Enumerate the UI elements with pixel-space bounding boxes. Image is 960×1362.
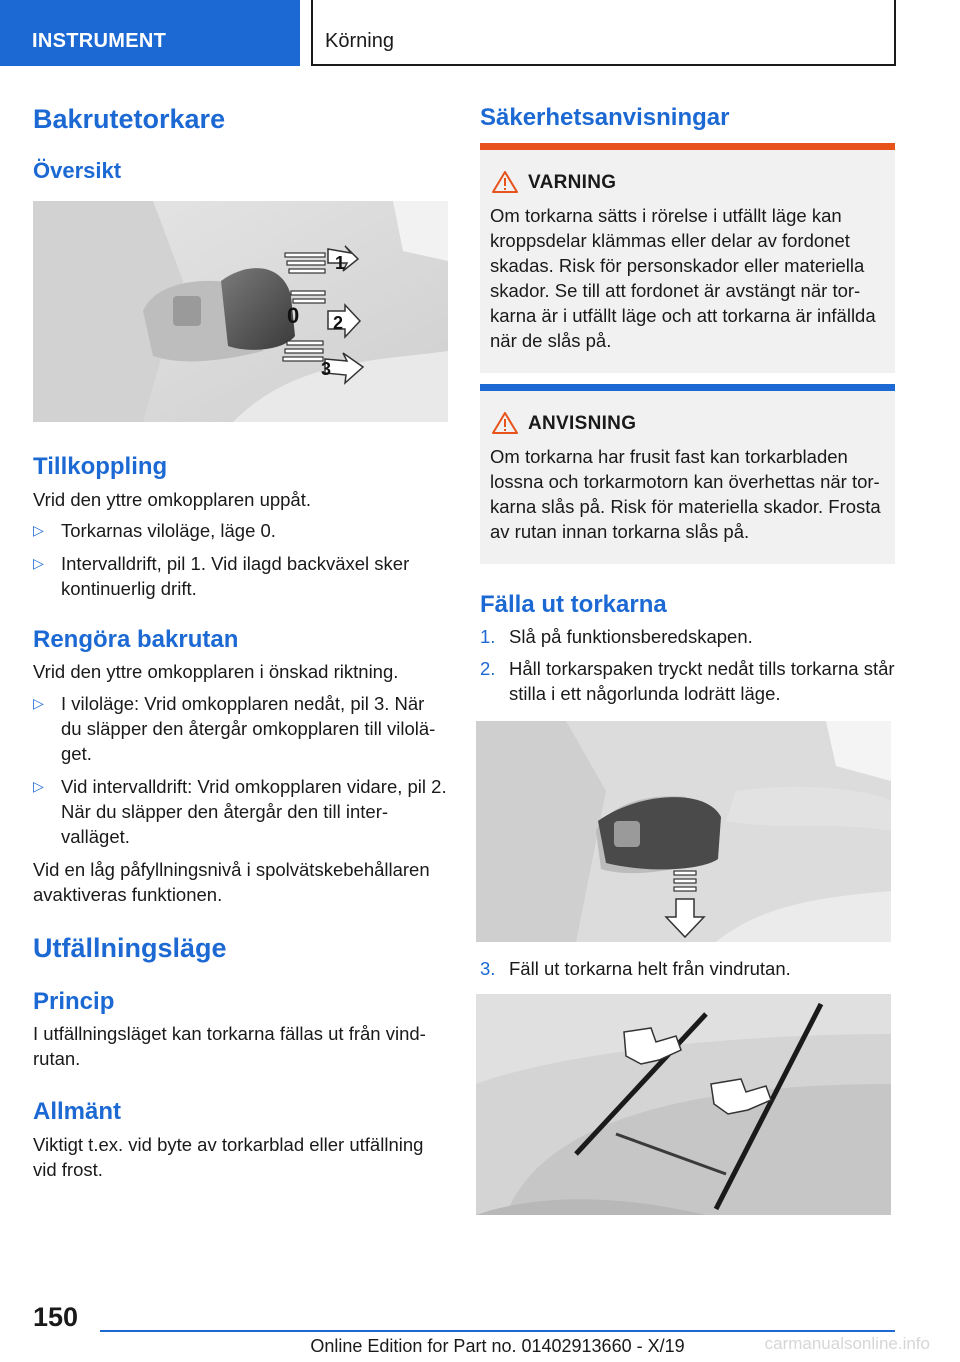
- figure-rear-wiper-switch: [33, 201, 448, 422]
- notice-text: Om torkarna har frusit fast kan torkarbladen lossna och torkarmotorn kan överhettas när tor‐ karna slås på. Risk för materiella skador. Frosta av rutan innan torkarna slås på.: [490, 446, 881, 542]
- list-item: [477, 656, 895, 706]
- watermark: carmanualsonline.info: [764, 1334, 930, 1353]
- figure1-label-3: 3: [321, 359, 332, 379]
- heading-rengora-bakrutan: Rengöra bakrutan: [33, 626, 239, 653]
- footer-divider: [100, 1330, 895, 1332]
- list-item: [33, 551, 448, 601]
- section-title-bakrutetorkare: Bakrutetorkare: [33, 104, 226, 134]
- figure-rear-wiper-switch-drawing: [33, 201, 448, 422]
- step-text: Slå på funktionsberedskapen.: [509, 626, 753, 647]
- notice-title: ANVISNING: [528, 413, 637, 434]
- figure-wipers-folded-out: [476, 994, 891, 1215]
- step-text: Håll torkarspaken tryckt nedåt tills torkarna står stilla i ett någorlunda lodrätt läge.: [509, 658, 895, 704]
- bullet-triangle-icon: ▷: [33, 555, 44, 571]
- heading-sakerhetsanvisningar: Säkerhetsanvisningar: [480, 104, 730, 131]
- figure-wiper-lever-down-drawing: [476, 721, 891, 942]
- bullet-triangle-icon: ▷: [33, 522, 44, 538]
- list-item: [477, 956, 895, 981]
- list-item-text: Vid intervalldrift: Vrid omkopplaren vidare, pil 2. När du släpper den återgår den till inter‐ valläget.: [61, 776, 447, 847]
- warning-title: VARNING: [528, 172, 617, 193]
- heading-allmant: Allmänt: [33, 1098, 122, 1125]
- section-title-utfallningslage: Utfällningsläge: [33, 933, 227, 963]
- bullet-triangle-icon: ▷: [33, 778, 44, 794]
- step-number: 2.: [480, 658, 496, 679]
- warning-box: [480, 143, 895, 373]
- subheading-oversikt: Översikt: [33, 158, 122, 183]
- notice-box: [480, 384, 895, 564]
- footer-edition: Online Edition for Part no. 01402913660 - X/19: [310, 1336, 685, 1356]
- figure-wiper-lever-down: [476, 721, 891, 942]
- header-section-tab: [0, 0, 300, 66]
- allmant-text: Viktigt t.ex. vid byte av torkarblad eller utfällning vid frost.: [33, 1134, 424, 1180]
- header-chapter-box: [311, 0, 896, 66]
- rengora-intro: Vrid den yttre omkopplaren i önskad riktning.: [33, 661, 399, 682]
- princip-text: I utfällningsläget kan torkarna fällas ut från vind‐ rutan.: [33, 1023, 426, 1069]
- list-item: [33, 774, 448, 849]
- warning-triangle-icon: [492, 171, 518, 193]
- heading-tillkoppling: Tillkoppling: [33, 453, 168, 480]
- warning-triangle-icon: [492, 412, 518, 434]
- figure1-label-1: 1: [335, 253, 346, 273]
- bullet-triangle-icon: ▷: [33, 695, 44, 711]
- rengora-note: Vid en låg påfyllningsnivå i spolvätskebehållaren avaktiveras funktionen.: [33, 859, 430, 905]
- warning-text: Om torkarna sätts i rörelse i utfällt läge kan kroppsdelar klämmas eller delar av fordonet skadas. Risk för personskador eller materiella skador. Se till att fordonet är avstängt när tor‐ karna är i utfällt läge och att torkarna är infällda när de slås på.: [490, 205, 876, 351]
- list-item-text: I viloläge: Vrid omkopplaren nedåt, pil 3. När du släpper den återgår omkopplaren till vilolä‐ get.: [61, 693, 436, 764]
- list-item: [33, 691, 448, 766]
- tillkoppling-intro: Vrid den yttre omkopplaren uppåt.: [33, 489, 312, 510]
- list-item: [477, 624, 895, 649]
- figure1-label-0: 0: [287, 303, 300, 328]
- page-number: 150: [33, 1302, 79, 1332]
- step-text: Fäll ut torkarna helt från vindrutan.: [509, 958, 791, 979]
- figure1-label-2: 2: [333, 313, 344, 333]
- heading-falla-ut-torkarna: Fälla ut torkarna: [480, 591, 667, 618]
- notice-bar: [480, 384, 895, 391]
- heading-princip: Princip: [33, 988, 115, 1015]
- header-chapter-label: Körning: [325, 30, 394, 52]
- list-item-text: Torkarnas viloläge, läge 0.: [61, 520, 276, 541]
- list-item: [33, 518, 448, 543]
- list-item-text: Intervalldrift, pil 1. Vid ilagd backväxel sker kontinuerlig drift.: [61, 553, 410, 599]
- step-number: 1.: [480, 626, 496, 647]
- header-section-label: INSTRUMENT: [32, 30, 167, 52]
- figure-wipers-folded-out-drawing: [476, 994, 891, 1215]
- warning-bar: [480, 143, 895, 150]
- step-number: 3.: [480, 958, 496, 979]
